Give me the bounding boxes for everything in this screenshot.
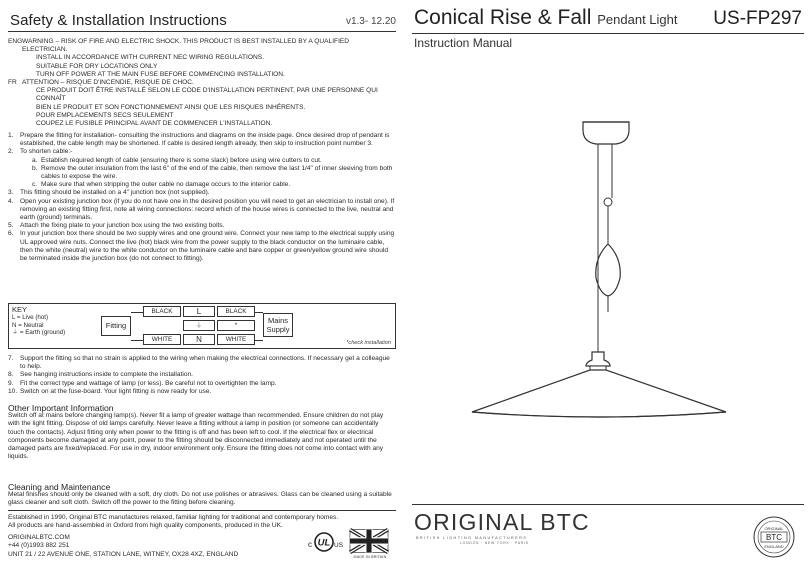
ul-c-mark: c [308, 540, 312, 549]
key-title: KEY [12, 305, 28, 314]
black-supply-label: BLACK [217, 306, 255, 317]
step-number: 10. [8, 387, 18, 395]
substep-text: Make sure that when stripping the outer cable no damage occurs to the interior cable. [41, 181, 291, 189]
white-supply-label: WHITE [217, 334, 255, 345]
step-text: Switch on at the fuse-board. Your light fitting is now ready for use. [20, 387, 212, 395]
step-number: 4. [8, 197, 14, 205]
earth-icon: ⏚ [195, 322, 203, 329]
key-live: L = Live (hot) [12, 314, 49, 322]
step-number: 8. [8, 371, 14, 379]
btc-badge-icon [752, 515, 796, 559]
badge-mid-text: BTC [766, 533, 782, 542]
pendant-lamp-illustration [412, 60, 804, 500]
cleaning-text: Metal finishes should only be cleaned with a soft, dry cloth. Do not use polishes or abrasives. Glass can be cleaned using a suitable glass cleaner and soft cloth. Switch off the power to the fitting before cleaning. [8, 491, 392, 507]
substep-letter: c. [32, 181, 38, 189]
step-text: Fit the correct type and wattage of lamp (or less). Be careful not to overtighten the lamp. [20, 379, 277, 387]
badge-bottom-text: ENGLAND [764, 544, 784, 549]
ul-mark: UL [317, 537, 331, 549]
step-item [8, 198, 396, 223]
substep-text: Remove the outer insulation from the last 6" of the end of the cable, then remove the last 1/4" of inner sleeving from both cables to expose the wire. [41, 164, 393, 181]
union-flag-icon [350, 528, 388, 554]
warning-line: INSTALL IN ACCORDANCE WITH CURRENT NEC WIRING REGULATIONS. [36, 54, 264, 62]
address: UNIT 21 / 22 AVENUE ONE, STATION LANE, WITNEY, OX28 4XZ, ENGLAND [8, 550, 239, 558]
company-footer [8, 510, 396, 530]
wire-line [255, 340, 263, 341]
step-number: 6. [8, 230, 14, 238]
terminal-neutral: N [183, 334, 215, 345]
version-label: v1.3- 12.20 [345, 16, 396, 27]
warning-line: POUR EMPLACEMENTS SECS SEULEMENT [36, 111, 174, 119]
manual-subtitle: Instruction Manual [414, 36, 513, 50]
step-item [8, 230, 396, 263]
product-title [414, 6, 677, 30]
warning-line: BIEN LE PRODUIT ET SON FONCTIONNEMENT AINSI QUE LES RISQUES INHÉRENTS. [36, 103, 306, 111]
contact-block [8, 534, 238, 559]
brand-logo: ORIGINAL BTC [414, 509, 590, 535]
step-text: Open your existing junction box (if you do not have one in the desired position you will need to get an electrician to install one). If removing an existing fitting first, note all wiring connections: record which of the house wires is connected to the live, neutral and earth (ground) terminals. [20, 197, 395, 222]
warning-line: ATTENTION – RISQUE D'INCENDIE, RISQUE DE CHOC. [22, 79, 194, 87]
step-text: See hanging instructions inside to complete the installation. [20, 371, 194, 379]
earth-supply-label: * [217, 320, 255, 331]
steps-list-continued [8, 355, 396, 396]
terminal-earth [183, 320, 215, 331]
wire-line [131, 312, 143, 313]
cleaning-section [8, 481, 396, 508]
warning-lang: FR [8, 79, 17, 87]
safety-title: Safety & Installation Instructions [10, 12, 227, 29]
key-earth-label: = Earth (ground) [19, 329, 66, 337]
wiring-key [12, 306, 65, 337]
step-number: 1. [8, 132, 14, 139]
mains-supply-box [263, 313, 293, 337]
warning-lang: ENG [8, 38, 23, 45]
terminal-live: L [183, 306, 215, 317]
check-installation-note: *check installation [346, 340, 391, 346]
warning-line: SUITABLE FOR DRY LOCATIONS ONLY [36, 62, 158, 70]
step-item [8, 148, 396, 156]
step-number: 9. [8, 379, 14, 387]
cover-column [412, 0, 804, 571]
step-text: This fitting should be installed on a 4" junction box (not supplied). [20, 189, 210, 197]
ul-listed-icon [308, 530, 342, 556]
substep-text: Establish required length of cable (ensuring there is some slack) before using wire cutters to cut. [41, 156, 322, 164]
step-number: 3. [8, 189, 14, 197]
step-number: 2. [8, 148, 14, 156]
other-info-section [8, 402, 396, 461]
made-in-britain-caption: MADE IN BRITAIN [353, 555, 387, 559]
substep-item [8, 165, 396, 181]
white-wire-label: WHITE [143, 334, 181, 345]
warnings-block [8, 38, 396, 128]
title-divider [412, 33, 804, 34]
safety-header [8, 10, 396, 32]
step-text: Attach the fixing plate to your junction box using the two existing bolts. [20, 222, 225, 230]
brand-tagline: BRITISH LIGHTING MANUFACTURERS [416, 536, 528, 540]
mains-label: Mains [267, 316, 288, 325]
key-neutral: N = Neutral [12, 321, 44, 329]
steps-list [8, 132, 396, 263]
step-text: Support the fitting so that no strain is applied to the wiring when making the electrical connections. If necessary get a colleague to help. [20, 355, 390, 371]
warning-eng [8, 38, 396, 79]
step-item [8, 380, 396, 388]
substep-item [8, 181, 396, 189]
cleaning-title: Cleaning and Maintenance [8, 482, 111, 492]
warning-line: COUPEZ LE FUSIBLE PRINCIPAL AVANT DE COMMENCER L'INSTALLATION. [36, 120, 273, 128]
step-number: 7. [8, 355, 14, 362]
black-wire-label: BLACK [143, 306, 181, 317]
product-code: US-FP297 [713, 8, 802, 29]
earth-icon: ⏚ [12, 329, 19, 337]
website-link[interactable]: ORIGINALBTC.COM [8, 534, 70, 541]
substep-item [8, 157, 396, 165]
product-type: Pendant Light [597, 12, 678, 27]
wire-line [255, 312, 263, 313]
step-text: Prepare the fitting for installation- consulting the instructions and diagrams on the inside page. Once desired drop of pendant is established, the cable length may be shortened. If cable is desired length already, then skip to instruction point number 3. [20, 132, 390, 148]
badge-top-text: ORIGINAL [764, 526, 784, 531]
warning-fr [8, 79, 396, 128]
step-item [8, 371, 396, 379]
ul-us-mark: US [334, 542, 344, 549]
wiring-diagram [8, 303, 396, 349]
fitting-box: Fitting [101, 316, 131, 336]
footer-line: Established in 1990, Original BTC manufactures relaxed, familiar lighting for traditional and contemporary homes. [8, 514, 339, 521]
step-item [8, 355, 396, 371]
step-item [8, 132, 396, 148]
step-text: In your junction box there should be two supply wires and one ground wire. Connect your new lamp to the electrical supply using UL approved wire nuts. Connect the live (hot) black wire from the power supply to the black conductor on the luminaire cable, then the white (neutral) wire to the white conductor on the luminaire cable and bare copper or green/yellow ground wire should be terminated inside the junction box (do not connect to fitting). [20, 230, 395, 263]
key-earth [12, 329, 65, 336]
substep-letter: a. [32, 156, 38, 164]
substep-letter: b. [32, 164, 38, 172]
wire-line [131, 340, 143, 341]
supply-label: Supply [266, 325, 290, 334]
step-text: To shorten cable:- [20, 148, 73, 156]
phone-number: +44 (0)1993 882 251 [8, 542, 70, 550]
other-info-text: Switch off at mains before changing lamp(s). Never fit a lamp of greater wattage than recommended. Ensure children do not play with the light fitting. Dispose of old lamps carefully. Never leave a fitting without a lamp in position (or someone can accidentally touch the contacts). Adjust fitting only when power to the fitting is off and has been left to cool. If the electrical flex or electrical components become damaged at any point, power to the fitting should be disconnected immediately and not operated until the damaged parts are fixed/replaced. For use in dry, indoor environment only. Ensure the fitting does not come into contact with any liquids. [8, 412, 384, 461]
warning-line: TURN OFF POWER AT THE MAIN FUSE BEFORE COMMENCING INSTALLATION. [36, 70, 285, 78]
other-info-title: Other Important Information [8, 403, 114, 413]
brand-locations: LONDON · NEW YORK · PARIS [460, 541, 529, 545]
step-item [8, 189, 396, 197]
footer-line: All products are hand-assembled in Oxford from high quality components, produced in the UK. [8, 522, 283, 530]
warning-line: WARNING – RISK OF FIRE AND ELECTRIC SHOCK. THIS PRODUCT IS BEST INSTALLED BY A QUALIFIED ELECTRICIAN. [22, 38, 350, 54]
product-name: Conical Rise & Fall [414, 6, 592, 29]
step-item [8, 222, 396, 230]
step-item [8, 388, 396, 396]
step-number: 5. [8, 222, 14, 230]
warning-line: CE PRODUIT DOIT ÊTRE INSTALLÉ SELON LE CODE D'INSTALLATION PERTINENT, PAR UNE PERSONNE QUI CONNAÎT [36, 87, 378, 103]
brand-divider [412, 504, 804, 505]
